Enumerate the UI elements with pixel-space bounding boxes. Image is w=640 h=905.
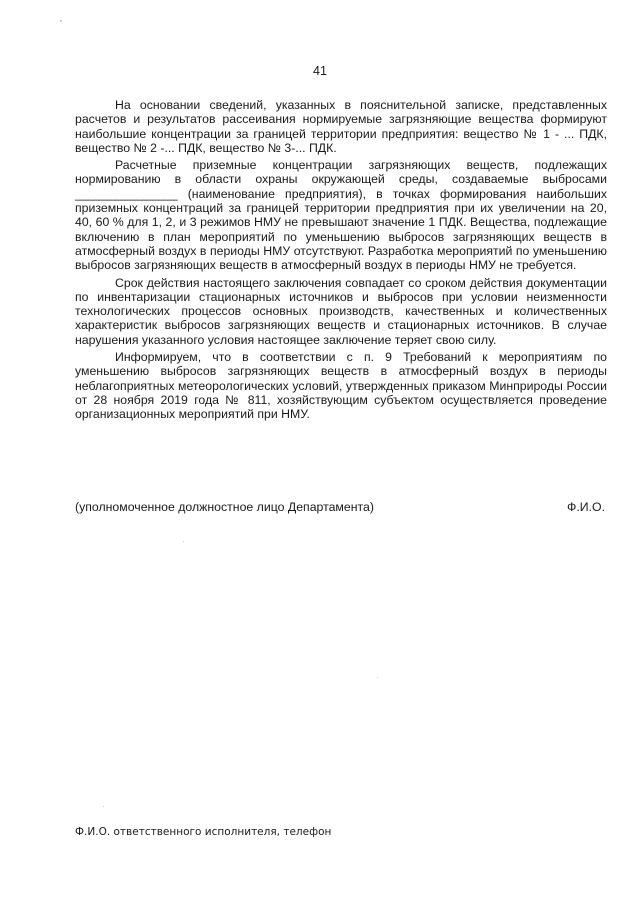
paragraph-requirements-notice: Информируем, что в соответствии с п. 9 Требований к мероприятиям по уменьшению выбросов загрязняющих веществ в атмосферный воздух в периоды неблагоприятных метеорологических условий, утвержденных приказом Минприроды России от 28 ноября 2019 года № 811, хозяйствующим субъектом осуществляется проведение организационных мероприятий при НМУ. <box>75 350 607 422</box>
paragraph-validity-period: Срок действия настоящего заключения совпадает со сроком действия документации по инвентаризации стационарных источников и выбросов при условии неизменности технологических процессов основных производств, качественных и количественных характеристик выбросов загрязняющих веществ и стационарных источников. В случае нарушения указанного условия настоящее заключение теряет свою силу. <box>75 275 607 347</box>
scan-speck <box>60 20 62 22</box>
scan-speck <box>377 677 378 678</box>
scan-speck <box>183 541 184 542</box>
page-number: 41 <box>313 64 327 78</box>
signatory-position: (уполномоченное должностное лицо Департамента) <box>75 500 374 514</box>
paragraph-concentrations: На основании сведений, указанных в пояснительной записке, представленных расчетов и результатов рассеивания нормируемые загрязняющие вещества формируют наибольшие концентрации за границей территории предприятия: вещество № 1 - ... ПДК, вещество № 2 -... ПДК, вещество № 3-... ПДК. <box>75 98 607 155</box>
paragraph-calculated-concentrations: Расчетные приземные концентрации загрязняющих веществ, подлежащих нормированию в области охраны окружающей среды, создаваемые выбросами _______________ (наименование предприятия), в точках формирования наибольших приземных концентраций за границей территории предприятия при их увеличении на 20, 40, 60 % для 1, 2, и 3 режимов НМУ не превышают значение 1 ПДК. Вещества, подлежащие включению в план мероприятий по уменьшению выбросов загрязняющих веществ в атмосферный воздух в периоды НМУ отсутствуют. Разработка мероприятий по уменьшению выбросов загрязняющих веществ в атмосферный воздух в периоды НМУ не требуется. <box>75 158 607 273</box>
signatory-name: Ф.И.О. <box>566 500 605 514</box>
document-body <box>75 98 607 425</box>
scan-speck <box>103 806 104 807</box>
signature-block <box>75 500 605 514</box>
responsible-executor-note: Ф.И.О. ответственного исполнителя, телефон <box>75 826 332 838</box>
